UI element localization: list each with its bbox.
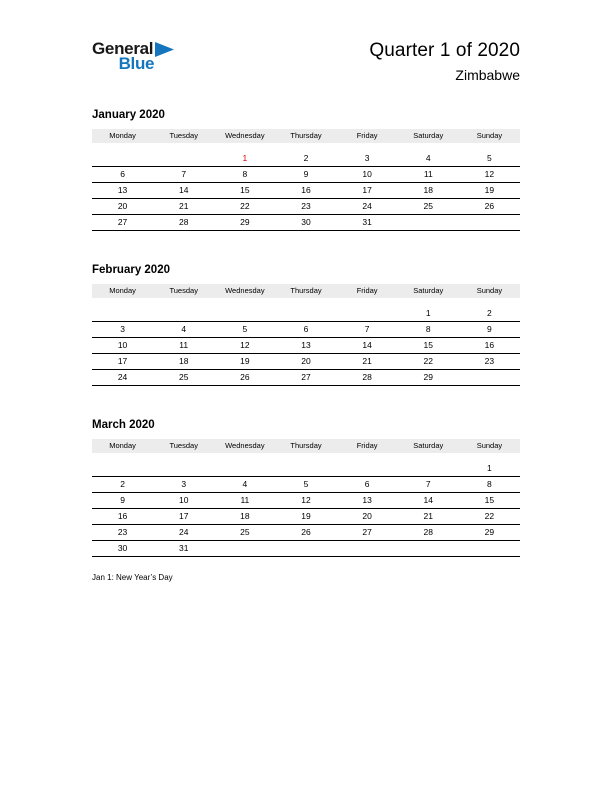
month-title-february: February 2020	[92, 264, 170, 276]
day-cell-12: 12	[301, 495, 311, 505]
day-cell-empty	[459, 370, 520, 385]
week-row	[92, 322, 520, 338]
day-cell-29: 29	[240, 217, 250, 227]
day-cell-15: 15	[484, 495, 495, 505]
weekday-label-saturday: Saturday	[413, 131, 444, 140]
day-cell-18: 18	[178, 356, 189, 366]
day-cell-10: 10	[362, 169, 372, 179]
day-cell-27: 27	[301, 372, 311, 382]
day-cell-26: 26	[240, 372, 250, 382]
day-cell-31: 31	[178, 543, 189, 553]
weekday-label-tuesday: Tuesday	[169, 131, 198, 140]
day-cell-28: 28	[178, 217, 189, 227]
day-cell-20: 20	[362, 511, 372, 521]
logo-flag-icon	[155, 42, 174, 57]
day-cell-19: 19	[301, 511, 311, 521]
day-cell-4: 4	[242, 479, 248, 489]
day-cell-empty	[337, 306, 398, 321]
day-cell-13: 13	[301, 340, 311, 350]
page-title: Quarter 1 of 2020	[369, 40, 520, 61]
logo-word-blue: Blue	[118, 54, 155, 73]
day-cell-20: 20	[301, 356, 311, 366]
day-cell-24: 24	[178, 527, 189, 537]
day-cell-4: 4	[181, 324, 187, 334]
day-cell-22: 22	[240, 201, 250, 211]
day-cell-3: 3	[120, 324, 125, 334]
week-row	[92, 151, 520, 167]
day-cell-11: 11	[179, 340, 189, 350]
day-cell-empty	[398, 541, 459, 556]
weekday-label-sunday: Sunday	[476, 441, 503, 450]
day-cell-19: 19	[484, 185, 495, 195]
day-cell-7: 7	[181, 169, 187, 179]
day-cell-24: 24	[117, 372, 128, 382]
day-cell-9: 9	[303, 169, 309, 179]
day-cell-6: 6	[120, 169, 125, 179]
day-cell-2: 2	[303, 153, 309, 163]
day-cell-empty	[275, 541, 336, 556]
day-cell-15: 15	[423, 340, 433, 350]
day-cell-8: 8	[242, 169, 248, 179]
week-row	[92, 541, 520, 557]
day-cell-14: 14	[178, 185, 189, 195]
weekday-label-thursday: Thursday	[290, 286, 322, 295]
day-cell-5: 5	[242, 324, 248, 334]
day-cell-16: 16	[117, 511, 128, 521]
country-subtitle: Zimbabwe	[455, 67, 520, 83]
weekday-header-row	[92, 284, 520, 298]
day-cell-19: 19	[240, 356, 250, 366]
day-cell-22: 22	[484, 511, 495, 521]
day-cell-21: 21	[423, 511, 433, 521]
day-cell-14: 14	[423, 495, 433, 505]
day-cell-empty	[153, 461, 214, 476]
day-cell-28: 28	[362, 372, 372, 382]
day-cell-empty	[153, 306, 214, 321]
week-row	[92, 183, 520, 199]
weekday-header-row	[92, 129, 520, 143]
day-cell-2: 2	[120, 479, 125, 489]
day-cell-30: 30	[117, 543, 128, 553]
day-cell-1: 1	[487, 463, 492, 473]
day-cell-1: 1	[242, 153, 248, 163]
day-cell-empty	[214, 306, 275, 321]
weekday-label-thursday: Thursday	[290, 131, 322, 140]
day-cell-empty	[459, 541, 520, 556]
day-cell-9: 9	[120, 495, 125, 505]
week-row	[92, 509, 520, 525]
day-cell-30: 30	[301, 217, 311, 227]
day-cell-23: 23	[484, 356, 495, 366]
weekday-label-wednesday: Wednesday	[225, 441, 265, 450]
day-cell-6: 6	[364, 479, 370, 489]
day-cell-6: 6	[303, 324, 309, 334]
february-calendar-grid	[92, 284, 520, 386]
day-cell-empty	[214, 541, 275, 556]
weekday-label-thursday: Thursday	[290, 441, 322, 450]
weekday-header-row	[92, 439, 520, 453]
week-row	[92, 306, 520, 322]
weekday-label-sunday: Sunday	[476, 286, 503, 295]
day-cell-17: 17	[362, 185, 372, 195]
day-cell-empty	[398, 215, 459, 230]
day-cell-5: 5	[303, 479, 309, 489]
day-cell-20: 20	[117, 201, 128, 211]
day-cell-1: 1	[425, 308, 431, 318]
day-cell-21: 21	[178, 201, 189, 211]
weekday-label-tuesday: Tuesday	[169, 286, 198, 295]
weekday-label-friday: Friday	[356, 131, 378, 140]
day-cell-26: 26	[484, 201, 495, 211]
week-row	[92, 199, 520, 215]
day-cell-empty	[92, 151, 153, 166]
day-cell-25: 25	[178, 372, 189, 382]
weekday-label-tuesday: Tuesday	[169, 441, 198, 450]
day-cell-empty	[275, 306, 336, 321]
holiday-footnote: Jan 1: New Year’s Day	[92, 573, 173, 582]
weekday-label-saturday: Saturday	[413, 441, 444, 450]
day-cell-23: 23	[301, 201, 311, 211]
day-cell-15: 15	[240, 185, 250, 195]
day-cell-11: 11	[423, 169, 433, 179]
day-cell-3: 3	[181, 479, 187, 489]
day-cell-empty	[398, 461, 459, 476]
day-cell-empty	[92, 306, 153, 321]
day-cell-14: 14	[362, 340, 372, 350]
day-cell-10: 10	[117, 340, 128, 350]
day-cell-25: 25	[240, 527, 250, 537]
day-cell-2: 2	[487, 308, 492, 318]
day-cell-29: 29	[423, 372, 433, 382]
day-cell-7: 7	[425, 479, 431, 489]
month-title-march: March 2020	[92, 419, 155, 431]
week-row	[92, 370, 520, 386]
day-cell-7: 7	[364, 324, 370, 334]
day-cell-9: 9	[487, 324, 492, 334]
week-row	[92, 354, 520, 370]
day-cell-13: 13	[117, 185, 128, 195]
weekday-label-friday: Friday	[356, 286, 378, 295]
day-cell-27: 27	[117, 217, 128, 227]
day-cell-8: 8	[487, 479, 492, 489]
day-cell-10: 10	[178, 495, 189, 505]
day-cell-31: 31	[362, 217, 372, 227]
page-header	[92, 40, 520, 83]
day-cell-27: 27	[362, 527, 372, 537]
day-cell-empty	[275, 461, 336, 476]
week-row	[92, 215, 520, 231]
week-row	[92, 167, 520, 183]
day-cell-17: 17	[117, 356, 128, 366]
day-cell-empty	[337, 541, 398, 556]
day-cell-16: 16	[484, 340, 495, 350]
title-block	[369, 40, 520, 83]
day-cell-12: 12	[240, 340, 250, 350]
week-row	[92, 493, 520, 509]
day-cell-empty	[92, 461, 153, 476]
day-cell-empty	[459, 215, 520, 230]
weekday-label-saturday: Saturday	[413, 286, 444, 295]
week-row	[92, 461, 520, 477]
day-cell-18: 18	[423, 185, 433, 195]
week-row	[92, 525, 520, 541]
day-cell-12: 12	[484, 169, 495, 179]
day-cell-16: 16	[301, 185, 311, 195]
weekday-label-sunday: Sunday	[476, 131, 503, 140]
general-blue-logo	[92, 40, 174, 73]
day-cell-17: 17	[178, 511, 189, 521]
month-title-january: January 2020	[92, 109, 165, 121]
day-cell-empty	[214, 461, 275, 476]
week-row	[92, 477, 520, 493]
january-calendar-grid	[92, 129, 520, 231]
weekday-label-friday: Friday	[356, 441, 378, 450]
day-cell-empty	[337, 461, 398, 476]
day-cell-28: 28	[423, 527, 433, 537]
weekday-label-wednesday: Wednesday	[225, 131, 265, 140]
day-cell-25: 25	[423, 201, 433, 211]
day-cell-26: 26	[301, 527, 311, 537]
day-cell-3: 3	[364, 153, 370, 163]
day-cell-8: 8	[425, 324, 431, 334]
day-cell-24: 24	[362, 201, 372, 211]
day-cell-22: 22	[423, 356, 433, 366]
day-cell-13: 13	[362, 495, 372, 505]
month-february	[92, 264, 520, 386]
day-cell-4: 4	[425, 153, 431, 163]
day-cell-11: 11	[240, 495, 250, 505]
weekday-label-wednesday: Wednesday	[225, 286, 265, 295]
day-cell-18: 18	[240, 511, 250, 521]
month-january	[92, 109, 520, 231]
weekday-label-monday: Monday	[109, 131, 136, 140]
day-cell-23: 23	[117, 527, 128, 537]
weekday-label-monday: Monday	[109, 286, 136, 295]
weekday-label-monday: Monday	[109, 441, 136, 450]
logo-word-general: General	[92, 39, 154, 58]
week-row	[92, 338, 520, 354]
day-cell-5: 5	[487, 153, 492, 163]
day-cell-21: 21	[362, 356, 372, 366]
day-cell-empty	[153, 151, 214, 166]
march-calendar-grid	[92, 439, 520, 557]
day-cell-29: 29	[484, 527, 495, 537]
month-march	[92, 419, 520, 557]
